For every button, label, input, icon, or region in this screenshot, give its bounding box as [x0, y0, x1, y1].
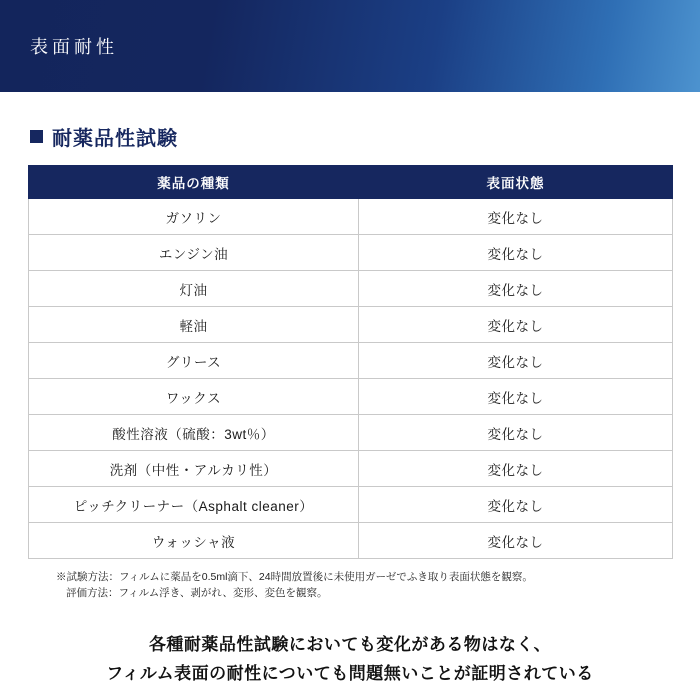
cell-chemical: ウォッシャ液 [29, 523, 359, 559]
table-row [29, 271, 673, 307]
footnotes [56, 569, 672, 602]
chemical-resistance-table [28, 165, 673, 559]
table-header-row [29, 166, 673, 199]
table-row [29, 523, 673, 559]
conclusion-text [28, 630, 672, 690]
cell-result: 変化なし [359, 379, 673, 415]
table-row [29, 343, 673, 379]
cell-chemical: 洗剤（中性・アルカリ性） [29, 451, 359, 487]
table-row [29, 235, 673, 271]
cell-chemical: ワックス [29, 379, 359, 415]
table-row [29, 451, 673, 487]
square-marker-icon [30, 130, 43, 143]
cell-result: 変化なし [359, 307, 673, 343]
cell-chemical: 軽油 [29, 307, 359, 343]
cell-chemical: 灯油 [29, 271, 359, 307]
table-row [29, 199, 673, 235]
content-area [0, 122, 700, 689]
table-row [29, 487, 673, 523]
table-row [29, 307, 673, 343]
cell-chemical: エンジン油 [29, 235, 359, 271]
cell-result: 変化なし [359, 487, 673, 523]
footnote-evaluation-method: 評価方法：フィルム浮き、剥がれ、変形、変色を観察。 [66, 587, 328, 600]
conclusion-line-1: 各種耐薬品性試験においても変化がある物はなく、 [148, 634, 552, 654]
cell-result: 変化なし [359, 523, 673, 559]
cell-chemical: ガソリン [29, 199, 359, 235]
cell-chemical: ピッチクリーナー（Asphalt cleaner） [29, 487, 359, 523]
cell-chemical: 酸性溶液（硫酸：3wt％） [29, 415, 359, 451]
cell-chemical: グリース [29, 343, 359, 379]
section-heading-label: 耐薬品性試験 [52, 128, 178, 150]
cell-result: 変化なし [359, 199, 673, 235]
page-header [0, 0, 700, 92]
table-header [29, 166, 673, 199]
table-body [29, 199, 673, 559]
column-header-chemical-type: 薬品の種類 [29, 166, 359, 199]
cell-result: 変化なし [359, 271, 673, 307]
footnote-test-method: ※試験方法：フィルムに薬品を0.5ml滴下、24時間放置後に未使用ガーゼでふき取り表面状態を観察。 [56, 571, 533, 583]
cell-result: 変化なし [359, 451, 673, 487]
cell-result: 変化なし [359, 343, 673, 379]
conclusion-line-2: フィルム表面の耐性についても問題無いことが証明されている [106, 664, 594, 684]
column-header-surface-state: 表面状態 [359, 166, 673, 199]
table-row [29, 415, 673, 451]
table-row [29, 379, 673, 415]
cell-result: 変化なし [359, 415, 673, 451]
section-heading [30, 122, 672, 151]
page-title: 表面耐性 [30, 37, 118, 57]
cell-result: 変化なし [359, 235, 673, 271]
